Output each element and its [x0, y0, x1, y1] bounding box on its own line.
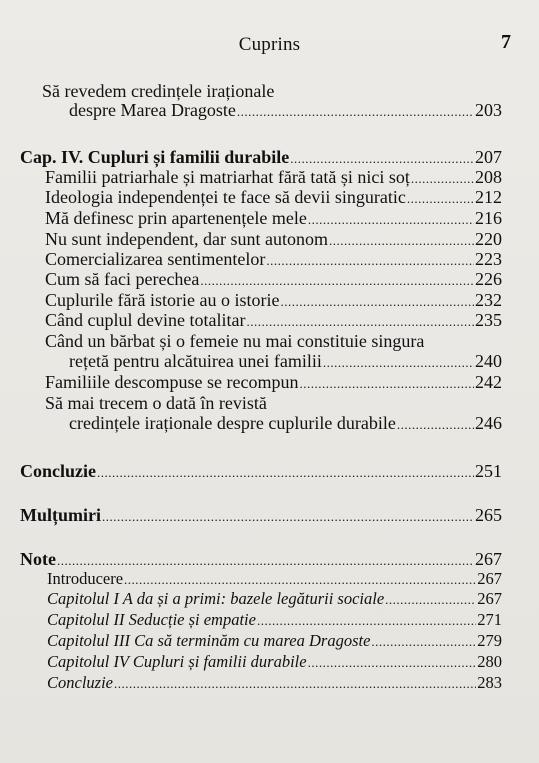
toc-entry-line1: Să mai trecem o dată în revistă [45, 393, 267, 413]
leader-dots [57, 551, 474, 571]
toc-entry-page: 216 [475, 208, 502, 228]
leader-dots [329, 231, 474, 251]
toc-entry-page: 242 [475, 372, 502, 392]
toc-entry-page: 220 [475, 229, 502, 249]
toc-entry-page: 271 [477, 610, 502, 629]
leader-dots [299, 374, 474, 394]
leader-dots [308, 210, 474, 230]
toc-entry-page: 283 [477, 673, 502, 692]
toc-entry [45, 229, 502, 251]
toc-entry [45, 187, 502, 209]
toc-entry-label: Familii patriarhale și matriarhat fără tată și nici soț [45, 167, 410, 187]
leader-dots [371, 632, 476, 652]
leader-dots [407, 189, 474, 209]
leader-dots [114, 674, 476, 694]
toc-entry [47, 610, 502, 631]
leader-dots [124, 570, 476, 590]
toc-entry-page: 226 [475, 269, 502, 289]
toc-entry [45, 208, 502, 230]
toc-entry-label: Comercializarea sentimentelor [45, 249, 266, 269]
section-page: 267 [475, 549, 502, 569]
section-title: Note [20, 549, 56, 569]
toc-entry-label: Nu sunt independent, dar sunt autonom [45, 229, 328, 249]
leader-dots [237, 102, 474, 122]
toc-entry-label: Concluzie [47, 673, 113, 692]
toc-entry-label: Capitolul I A da și a primi: bazele legăturii sociale [47, 589, 385, 608]
leader-dots [200, 271, 474, 291]
toc-entry [47, 673, 502, 694]
toc-entry-label: rețetă pentru alcătuirea unei familii [69, 351, 322, 371]
toc-entry [47, 569, 502, 590]
section-page: 265 [475, 505, 502, 525]
toc-entry [45, 372, 502, 394]
leader-dots [97, 463, 474, 483]
section-title: Mulțumiri [20, 505, 101, 525]
toc-section [20, 461, 502, 483]
toc-entry-page: 203 [475, 100, 502, 120]
toc-entry-page: 232 [475, 290, 502, 310]
toc-entry [47, 631, 502, 652]
toc-entry-page: 212 [475, 187, 502, 207]
toc-entry-label: Capitolul IV Cupluri și familii durabile [47, 652, 307, 671]
toc-entry-label: Când cuplul devine totalitar [45, 310, 246, 330]
leader-dots [257, 611, 476, 631]
toc-entry-page: 280 [477, 652, 502, 671]
leader-dots [246, 312, 474, 332]
toc-entry-line1: Când un bărbat și o femeie nu mai constituie singura [45, 331, 425, 351]
chapter-heading [20, 147, 502, 169]
toc-entry-label: Introducere [47, 569, 124, 588]
leader-dots [397, 415, 474, 435]
toc-entry-page: 223 [475, 249, 502, 269]
toc-entry-label: Ideologia independenței te face să devii singuratic [45, 187, 406, 207]
running-header-title: Cuprins [238, 34, 301, 55]
toc-entry-label: Cuplurile fără istorie au o istorie [45, 290, 280, 310]
toc-entry-page: 246 [475, 413, 502, 433]
leader-dots [290, 149, 474, 169]
toc-entry-label: Familiile descompuse se recompun [45, 372, 299, 392]
toc-entry-label: Cum să faci perechea [45, 269, 200, 289]
toc-entry [45, 310, 502, 332]
page-number: 7 [501, 31, 511, 53]
leader-dots [266, 251, 474, 271]
toc-entry [69, 100, 502, 122]
leader-dots [385, 590, 476, 610]
leader-dots [102, 507, 474, 527]
toc-entry-line1: Să revedem credințele iraționale [42, 81, 275, 101]
toc-entry [45, 269, 502, 291]
toc-entry [69, 351, 502, 373]
toc-entry [47, 652, 502, 673]
chapter-title: Cap. IV. Cupluri și familii durabile [20, 147, 290, 167]
section-title: Concluzie [20, 461, 96, 481]
leader-dots [280, 292, 474, 312]
toc-entry [45, 290, 502, 312]
leader-dots [308, 653, 477, 673]
toc-entry-page: 279 [477, 631, 502, 650]
toc-entry-page: 208 [475, 167, 502, 187]
toc-entry-label: Capitolul II Seducție și empatie [47, 610, 256, 629]
toc-entry [69, 413, 502, 435]
leader-dots [323, 353, 474, 373]
toc-entry-page: 235 [475, 310, 502, 330]
toc-entry-label: despre Marea Dragoste [69, 100, 236, 120]
section-page: 251 [475, 461, 502, 481]
toc-entry-label: Mă definesc prin apartenențele mele [45, 208, 307, 228]
toc-entry-page: 267 [477, 589, 502, 608]
toc-entry [47, 589, 502, 610]
leader-dots [411, 169, 474, 189]
toc-entry [45, 167, 502, 189]
chapter-page: 207 [475, 147, 502, 167]
toc-entry-label: Capitolul III Ca să terminăm cu marea Dragoste [47, 631, 371, 650]
toc-entry-page: 240 [475, 351, 502, 371]
toc-entry [45, 249, 502, 271]
toc-section [20, 549, 502, 571]
toc-entry-page: 267 [477, 569, 502, 588]
toc-entry-label: credințele iraționale despre cuplurile durabile [69, 413, 396, 433]
toc-section [20, 505, 502, 527]
